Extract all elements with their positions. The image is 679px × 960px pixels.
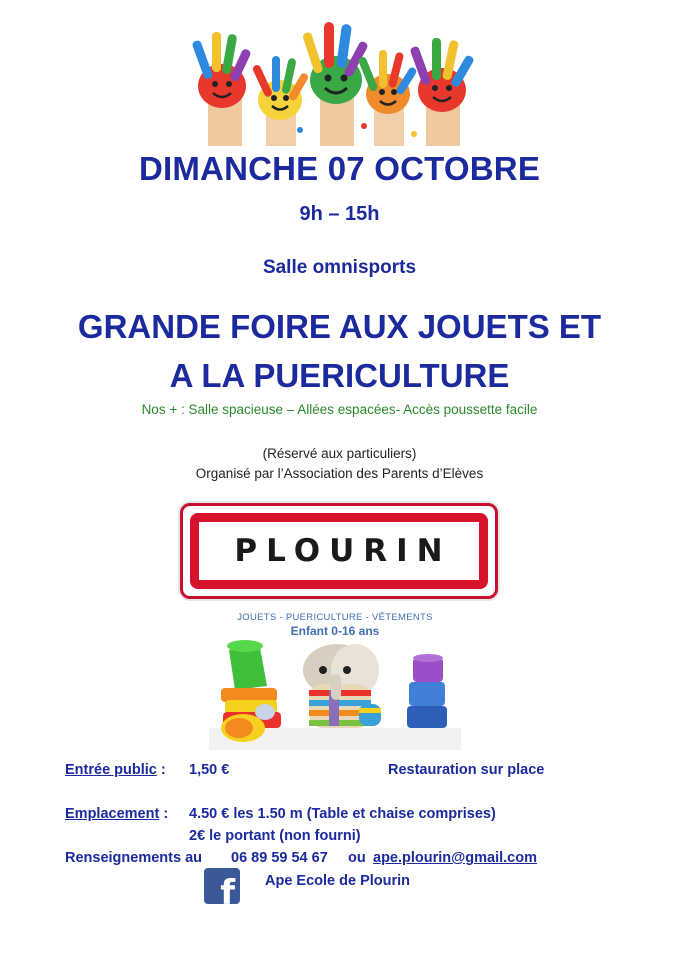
contact-or: ou (348, 850, 366, 866)
entry-price: 1,50 € (189, 762, 230, 778)
photo-caption-ages: Enfant 0-16 ans (290, 624, 380, 638)
pitch-line (65, 806, 168, 822)
town-sign (180, 503, 498, 599)
entry-sep: : (156, 762, 166, 778)
event-venue: Salle omnisports (262, 257, 417, 278)
contact-phone[interactable]: 06 89 59 54 67 (231, 850, 328, 866)
organizer-note: Organisé par l’Association des Parents d’Elèves (195, 466, 484, 481)
contact-email-link[interactable]: ape.plourin@gmail.com (373, 850, 537, 866)
pitch-price: 4.50 € les 1.50 m (Table et chaise comprises) (189, 806, 496, 822)
town-sign-border (190, 513, 488, 589)
toys-illustration (209, 610, 461, 750)
rack-price: 2€ le portant (non fourni) (189, 828, 361, 844)
event-title-line-2: A LA PUERICULTURE (169, 357, 510, 394)
toys-photo (209, 610, 461, 750)
photo-caption-categories: JOUETS - PUERICULTURE - VÊTEMENTS (237, 612, 433, 623)
hand-1 (191, 32, 251, 146)
event-hours: 9h – 15h (299, 203, 380, 225)
entry-label: Entrée public (65, 762, 157, 778)
pitch-sep: : (159, 806, 169, 822)
pitch-label: Emplacement (65, 806, 160, 822)
orange-cup (221, 688, 277, 702)
event-title-line-1: GRANDE FOIRE AUX JOUETS ET (77, 308, 602, 345)
facebook-page-name[interactable]: Ape Ecole de Plourin (265, 873, 411, 889)
town-name: PLOURIN (234, 533, 452, 569)
entry-line (65, 762, 166, 778)
facebook-icon[interactable]: f (204, 868, 240, 904)
crochet-elephant (303, 644, 381, 728)
food-info: Restauration sur place (388, 762, 545, 778)
blue-cup (409, 682, 445, 706)
event-date: DIMANCHE 07 OCTOBRE (138, 150, 541, 187)
hand-4 (358, 50, 418, 146)
hand-3 (302, 22, 369, 146)
painted-hands-illustration (178, 18, 500, 146)
hand-5 (409, 38, 474, 146)
event-extras: Nos + : Salle spacieuse – Allées espacées- Accès poussette facile (141, 402, 538, 417)
reserved-note: (Réservé aux particuliers) (262, 446, 417, 461)
contact-label: Renseignements au (65, 850, 202, 866)
